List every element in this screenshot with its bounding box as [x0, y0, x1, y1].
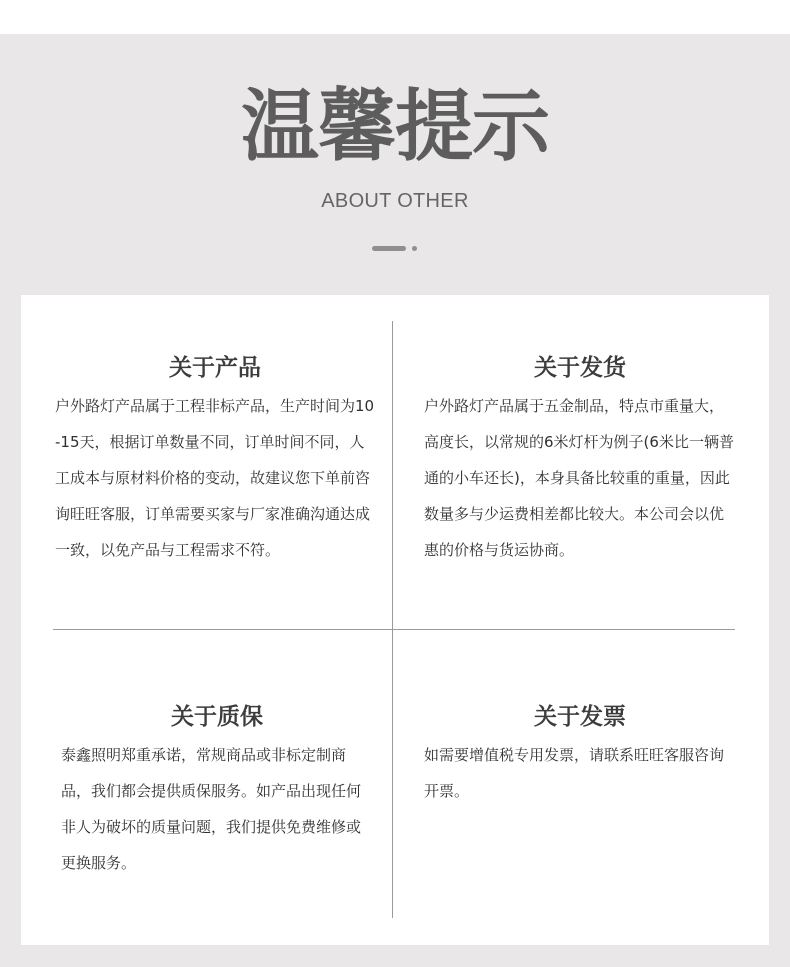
section-title-shipping: 关于发货: [534, 355, 626, 381]
section-title-invoice: 关于发票: [534, 704, 626, 730]
section-title-warranty: 关于质保: [171, 704, 263, 730]
section-body-shipping: 户外路灯产品属于五金制品，特点市重量大，高度长，以常规的6米灯杆为例子(6米比一辆普通的小车还长)，本身具备比较重的重量，因此数量多与少运费相差都比较大。本公司会以优惠的价格与货运协商。: [424, 397, 734, 559]
page-subtitle: ABOUT OTHER: [321, 190, 469, 212]
section-body-product: 户外路灯产品属于工程非标产品，生产时间为10-15天，根据订单数量不同，订单时间不同，人工成本与原材料价格的变动，故建议您下单前咨询旺旺客服，订单需要买家与厂家准确沟通达成一致，以免产品与工程需求不符。: [55, 397, 375, 559]
divider-dot: [412, 246, 417, 251]
vertical-divider: [392, 321, 393, 918]
horizontal-divider: [53, 629, 735, 630]
page-title: 温馨提示: [240, 82, 549, 172]
section-title-product: 关于产品: [169, 355, 261, 381]
section-body-invoice: 如需要增值税专用发票，请联系旺旺客服咨询开票。: [424, 746, 725, 800]
divider-dash: [372, 246, 406, 251]
section-body-warranty: 泰鑫照明郑重承诺，常规商品或非标定制商品，我们都会提供质保服务。如产品出现任何非人为破坏的质量问题，我们提供免费维修或更换服务。: [61, 746, 362, 872]
